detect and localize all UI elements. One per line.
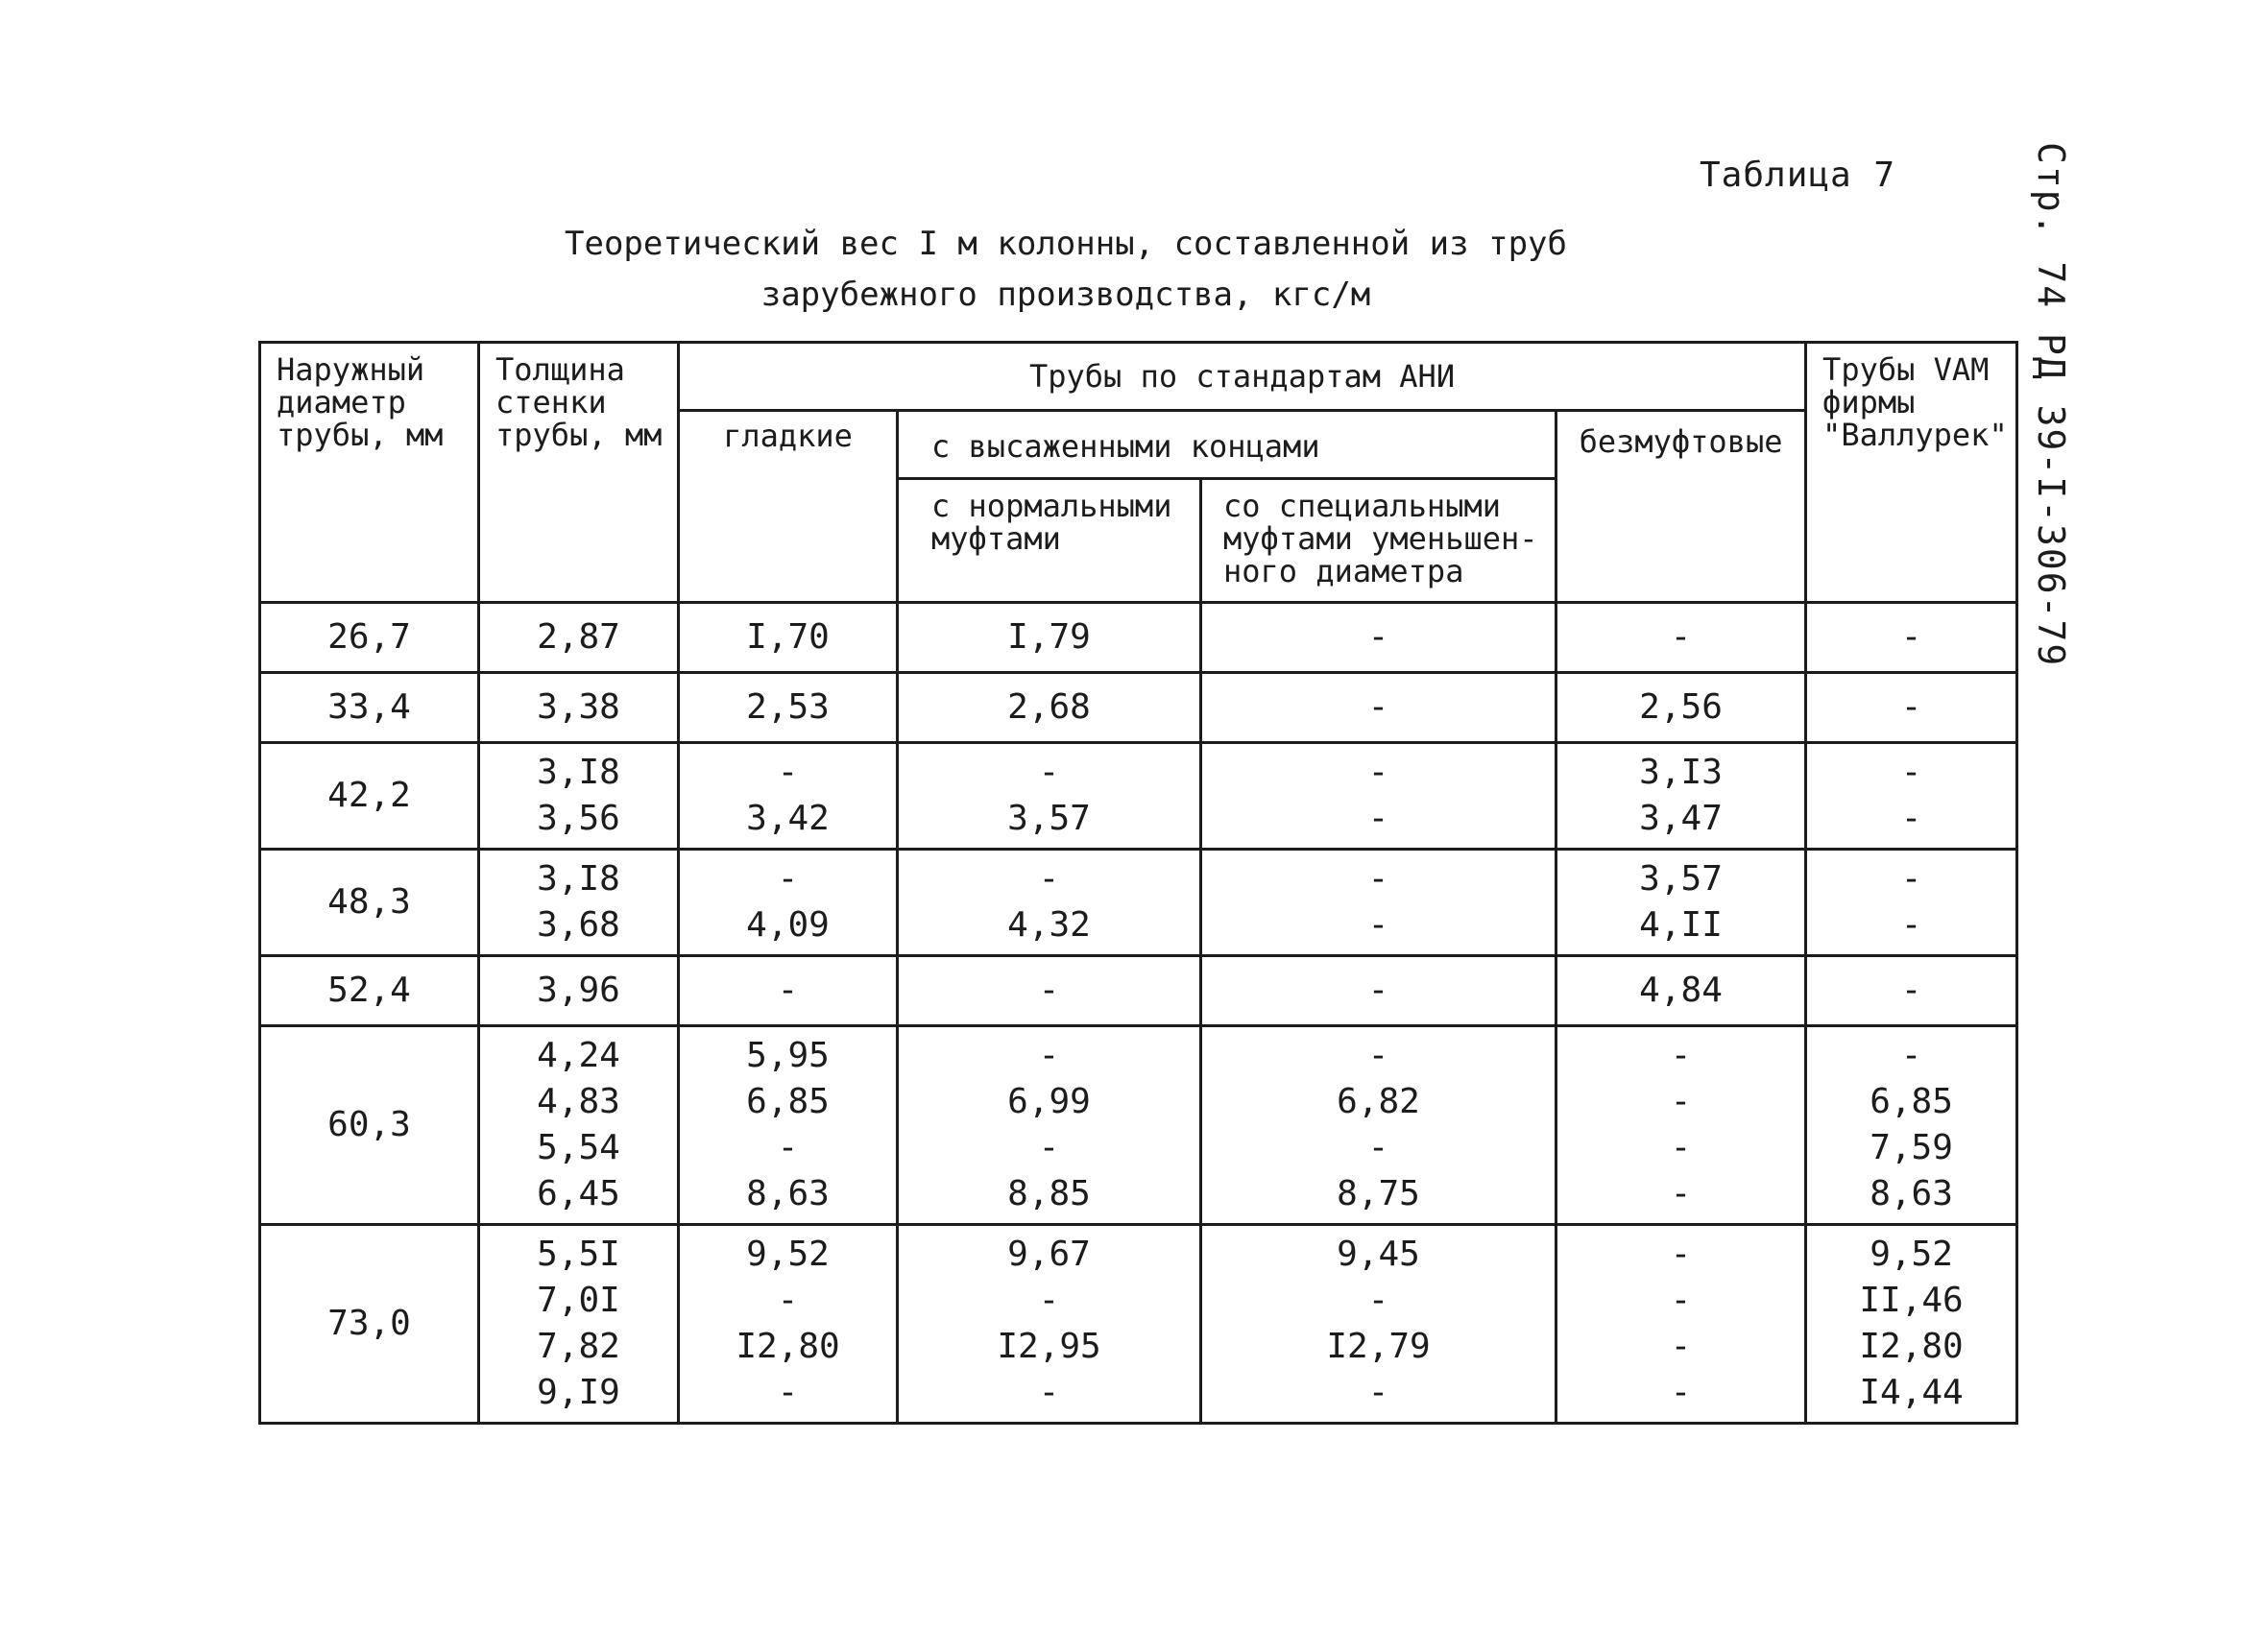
header-normal-couplings: с нормальными муфтами (898, 479, 1201, 603)
cell-couplingless (1556, 603, 1806, 673)
cell-value: - (1367, 687, 1389, 727)
cell-normal-couplings (898, 1026, 1201, 1225)
cell-value: 6,82 (1337, 1082, 1420, 1121)
cell-value: 9,52 (746, 1235, 830, 1274)
cell-outer-diameter: 48,3 (260, 850, 479, 956)
cell-value: 2,53 (746, 687, 830, 727)
cell-value: 3,I8 (537, 859, 620, 899)
cell-couplingless (1556, 1225, 1806, 1424)
cell-value: 6,99 (1007, 1082, 1091, 1121)
cell-value: - (1367, 799, 1389, 838)
cell-value: 8,63 (1870, 1174, 1953, 1213)
cell-value: - (1670, 1327, 1692, 1366)
cell-smooth (679, 673, 898, 743)
cell-couplingless (1556, 743, 1806, 850)
cell-value: 2,68 (1007, 687, 1091, 727)
cell-smooth (679, 850, 898, 956)
table-row (260, 956, 2017, 1026)
cell-thickness (479, 1026, 679, 1225)
cell-value: 9,I9 (537, 1373, 620, 1412)
cell-value: - (1038, 971, 1060, 1010)
cell-value: - (1900, 753, 1922, 792)
cell-value: - (1670, 1128, 1692, 1167)
header-vam: Трубы VAM фирмы "Валлурек" (1806, 343, 2017, 603)
cell-value: - (1900, 905, 1922, 945)
cell-value: - (1367, 1281, 1389, 1320)
cell-value: 4,II (1639, 905, 1723, 945)
cell-value: - (1900, 617, 1922, 657)
cell-special-couplings (1201, 743, 1556, 850)
table-body (260, 603, 2017, 1424)
header-couplingless: безмуфтовые (1556, 411, 1806, 603)
cell-thickness (479, 1225, 679, 1424)
cell-value: - (1038, 1373, 1060, 1412)
table-number: Таблица 7 (1700, 156, 1896, 195)
cell-value: 9,45 (1337, 1235, 1420, 1274)
cell-value: - (777, 971, 799, 1010)
cell-vam (1806, 743, 2017, 850)
cell-value: - (777, 1281, 799, 1320)
cell-smooth (679, 603, 898, 673)
cell-outer-diameter: 42,2 (260, 743, 479, 850)
cell-value: 3,I8 (537, 753, 620, 792)
cell-value: 3,57 (1007, 799, 1091, 838)
cell-smooth (679, 1225, 898, 1424)
cell-value: 4,24 (537, 1036, 620, 1075)
cell-value: 5,95 (746, 1036, 830, 1075)
table-row (260, 850, 2017, 956)
header-upset-group: с высаженными концами (898, 411, 1556, 479)
cell-normal-couplings (898, 673, 1201, 743)
cell-normal-couplings (898, 1225, 1201, 1424)
cell-value: 7,82 (537, 1327, 620, 1366)
cell-value: - (777, 859, 799, 899)
cell-normal-couplings (898, 743, 1201, 850)
cell-value: 3,47 (1639, 799, 1723, 838)
cell-smooth (679, 1026, 898, 1225)
cell-couplingless (1556, 673, 1806, 743)
cell-value: - (1038, 1036, 1060, 1075)
cell-value: - (1367, 1036, 1389, 1075)
cell-special-couplings (1201, 1026, 1556, 1225)
cell-value: 2,87 (537, 617, 620, 657)
cell-value: - (1900, 799, 1922, 838)
cell-value: 3,38 (537, 687, 620, 727)
header-outer-diameter: Наружный диаметр трубы, мм (260, 343, 479, 603)
cell-special-couplings (1201, 850, 1556, 956)
cell-outer-diameter: 26,7 (260, 603, 479, 673)
cell-vam (1806, 956, 2017, 1026)
cell-special-couplings (1201, 956, 1556, 1026)
cell-value: - (1670, 1082, 1692, 1121)
table-row (260, 603, 2017, 673)
cell-value: - (1900, 859, 1922, 899)
cell-value: - (1367, 905, 1389, 945)
cell-value: - (1900, 687, 1922, 727)
cell-value: I4,44 (1859, 1373, 1964, 1412)
cell-value: 4,84 (1639, 971, 1723, 1010)
cell-vam (1806, 1225, 2017, 1424)
cell-normal-couplings (898, 603, 1201, 673)
title-line-2: зарубежного производства, кгс/м (760, 276, 1371, 314)
cell-thickness (479, 956, 679, 1026)
cell-value: - (1367, 617, 1389, 657)
cell-special-couplings (1201, 673, 1556, 743)
cell-thickness (479, 673, 679, 743)
cell-value: I,70 (746, 617, 830, 657)
cell-value: 3,68 (537, 905, 620, 945)
pipe-weight-table (258, 341, 2018, 1425)
cell-value: 9,67 (1007, 1235, 1091, 1274)
cell-value: - (777, 753, 799, 792)
cell-vam (1806, 850, 2017, 956)
cell-value: 8,75 (1337, 1174, 1420, 1213)
cell-couplingless (1556, 956, 1806, 1026)
cell-vam (1806, 1026, 2017, 1225)
cell-value: - (1900, 971, 1922, 1010)
cell-value: - (777, 1373, 799, 1412)
cell-value: - (1670, 1235, 1692, 1274)
cell-thickness (479, 850, 679, 956)
cell-value: 6,85 (1870, 1082, 1953, 1121)
cell-value: - (1367, 1373, 1389, 1412)
table-row (260, 1225, 2017, 1424)
cell-value: 9,52 (1870, 1235, 1953, 1274)
cell-value: - (1670, 1174, 1692, 1213)
cell-value: 4,32 (1007, 905, 1091, 945)
cell-value: I2,95 (997, 1327, 1101, 1366)
cell-value: 3,I3 (1639, 753, 1723, 792)
cell-value: - (1670, 1281, 1692, 1320)
header-api-group: Трубы по стандартам АНИ (679, 343, 1806, 411)
table-row (260, 1026, 2017, 1225)
cell-value: I2,80 (1859, 1327, 1964, 1366)
cell-special-couplings (1201, 1225, 1556, 1424)
cell-vam (1806, 603, 2017, 673)
cell-value: - (1038, 1128, 1060, 1167)
cell-value: 8,85 (1007, 1174, 1091, 1213)
title-line-1: Теоретический вес I м колонны, составленной из труб (565, 225, 1567, 263)
cell-value: 3,96 (537, 971, 620, 1010)
header-special-couplings: со специальными муфтами уменьшен-ного диаметра (1201, 479, 1556, 603)
cell-value: - (1367, 859, 1389, 899)
cell-value: - (1670, 617, 1692, 657)
cell-outer-diameter: 52,4 (260, 956, 479, 1026)
cell-value: 8,63 (746, 1174, 830, 1213)
cell-outer-diameter: 33,4 (260, 673, 479, 743)
cell-value: 2,56 (1639, 687, 1723, 727)
cell-value: - (1367, 753, 1389, 792)
cell-value: 4,83 (537, 1082, 620, 1121)
header-wall-thickness: Толщина стенки трубы, мм (479, 343, 679, 603)
cell-value: 7,59 (1870, 1128, 1953, 1167)
table-title (538, 219, 1594, 321)
cell-vam (1806, 673, 2017, 743)
table-row (260, 743, 2017, 850)
table-row (260, 673, 2017, 743)
cell-value: I2,79 (1326, 1327, 1431, 1366)
cell-value: 7,0I (537, 1281, 620, 1320)
cell-value: 3,57 (1639, 859, 1723, 899)
cell-thickness (479, 743, 679, 850)
cell-special-couplings (1201, 603, 1556, 673)
cell-value: II,46 (1859, 1281, 1964, 1320)
cell-smooth (679, 743, 898, 850)
cell-smooth (679, 956, 898, 1026)
cell-couplingless (1556, 850, 1806, 956)
cell-value: - (1670, 1036, 1692, 1075)
cell-normal-couplings (898, 956, 1201, 1026)
cell-normal-couplings (898, 850, 1201, 956)
cell-value: I,79 (1007, 617, 1091, 657)
cell-value: 5,5I (537, 1235, 620, 1274)
cell-value: 4,09 (746, 905, 830, 945)
cell-value: - (1670, 1373, 1692, 1412)
cell-value: - (777, 1128, 799, 1167)
cell-couplingless (1556, 1026, 1806, 1225)
cell-value: - (1367, 1128, 1389, 1167)
cell-value: - (1038, 753, 1060, 792)
page-reference: Стр. 74 РД 39-I-306-79 (2030, 142, 2072, 668)
cell-value: - (1038, 859, 1060, 899)
cell-value: - (1900, 1036, 1922, 1075)
cell-thickness (479, 603, 679, 673)
cell-value: 6,45 (537, 1174, 620, 1213)
cell-value: 6,85 (746, 1082, 830, 1121)
cell-outer-diameter: 73,0 (260, 1225, 479, 1424)
cell-value: - (1038, 1281, 1060, 1320)
cell-outer-diameter: 60,3 (260, 1026, 479, 1225)
cell-value: I2,80 (736, 1327, 840, 1366)
cell-value: - (1367, 971, 1389, 1010)
cell-value: 3,56 (537, 799, 620, 838)
cell-value: 3,42 (746, 799, 830, 838)
header-smooth: гладкие (679, 411, 898, 603)
cell-value: 5,54 (537, 1128, 620, 1167)
